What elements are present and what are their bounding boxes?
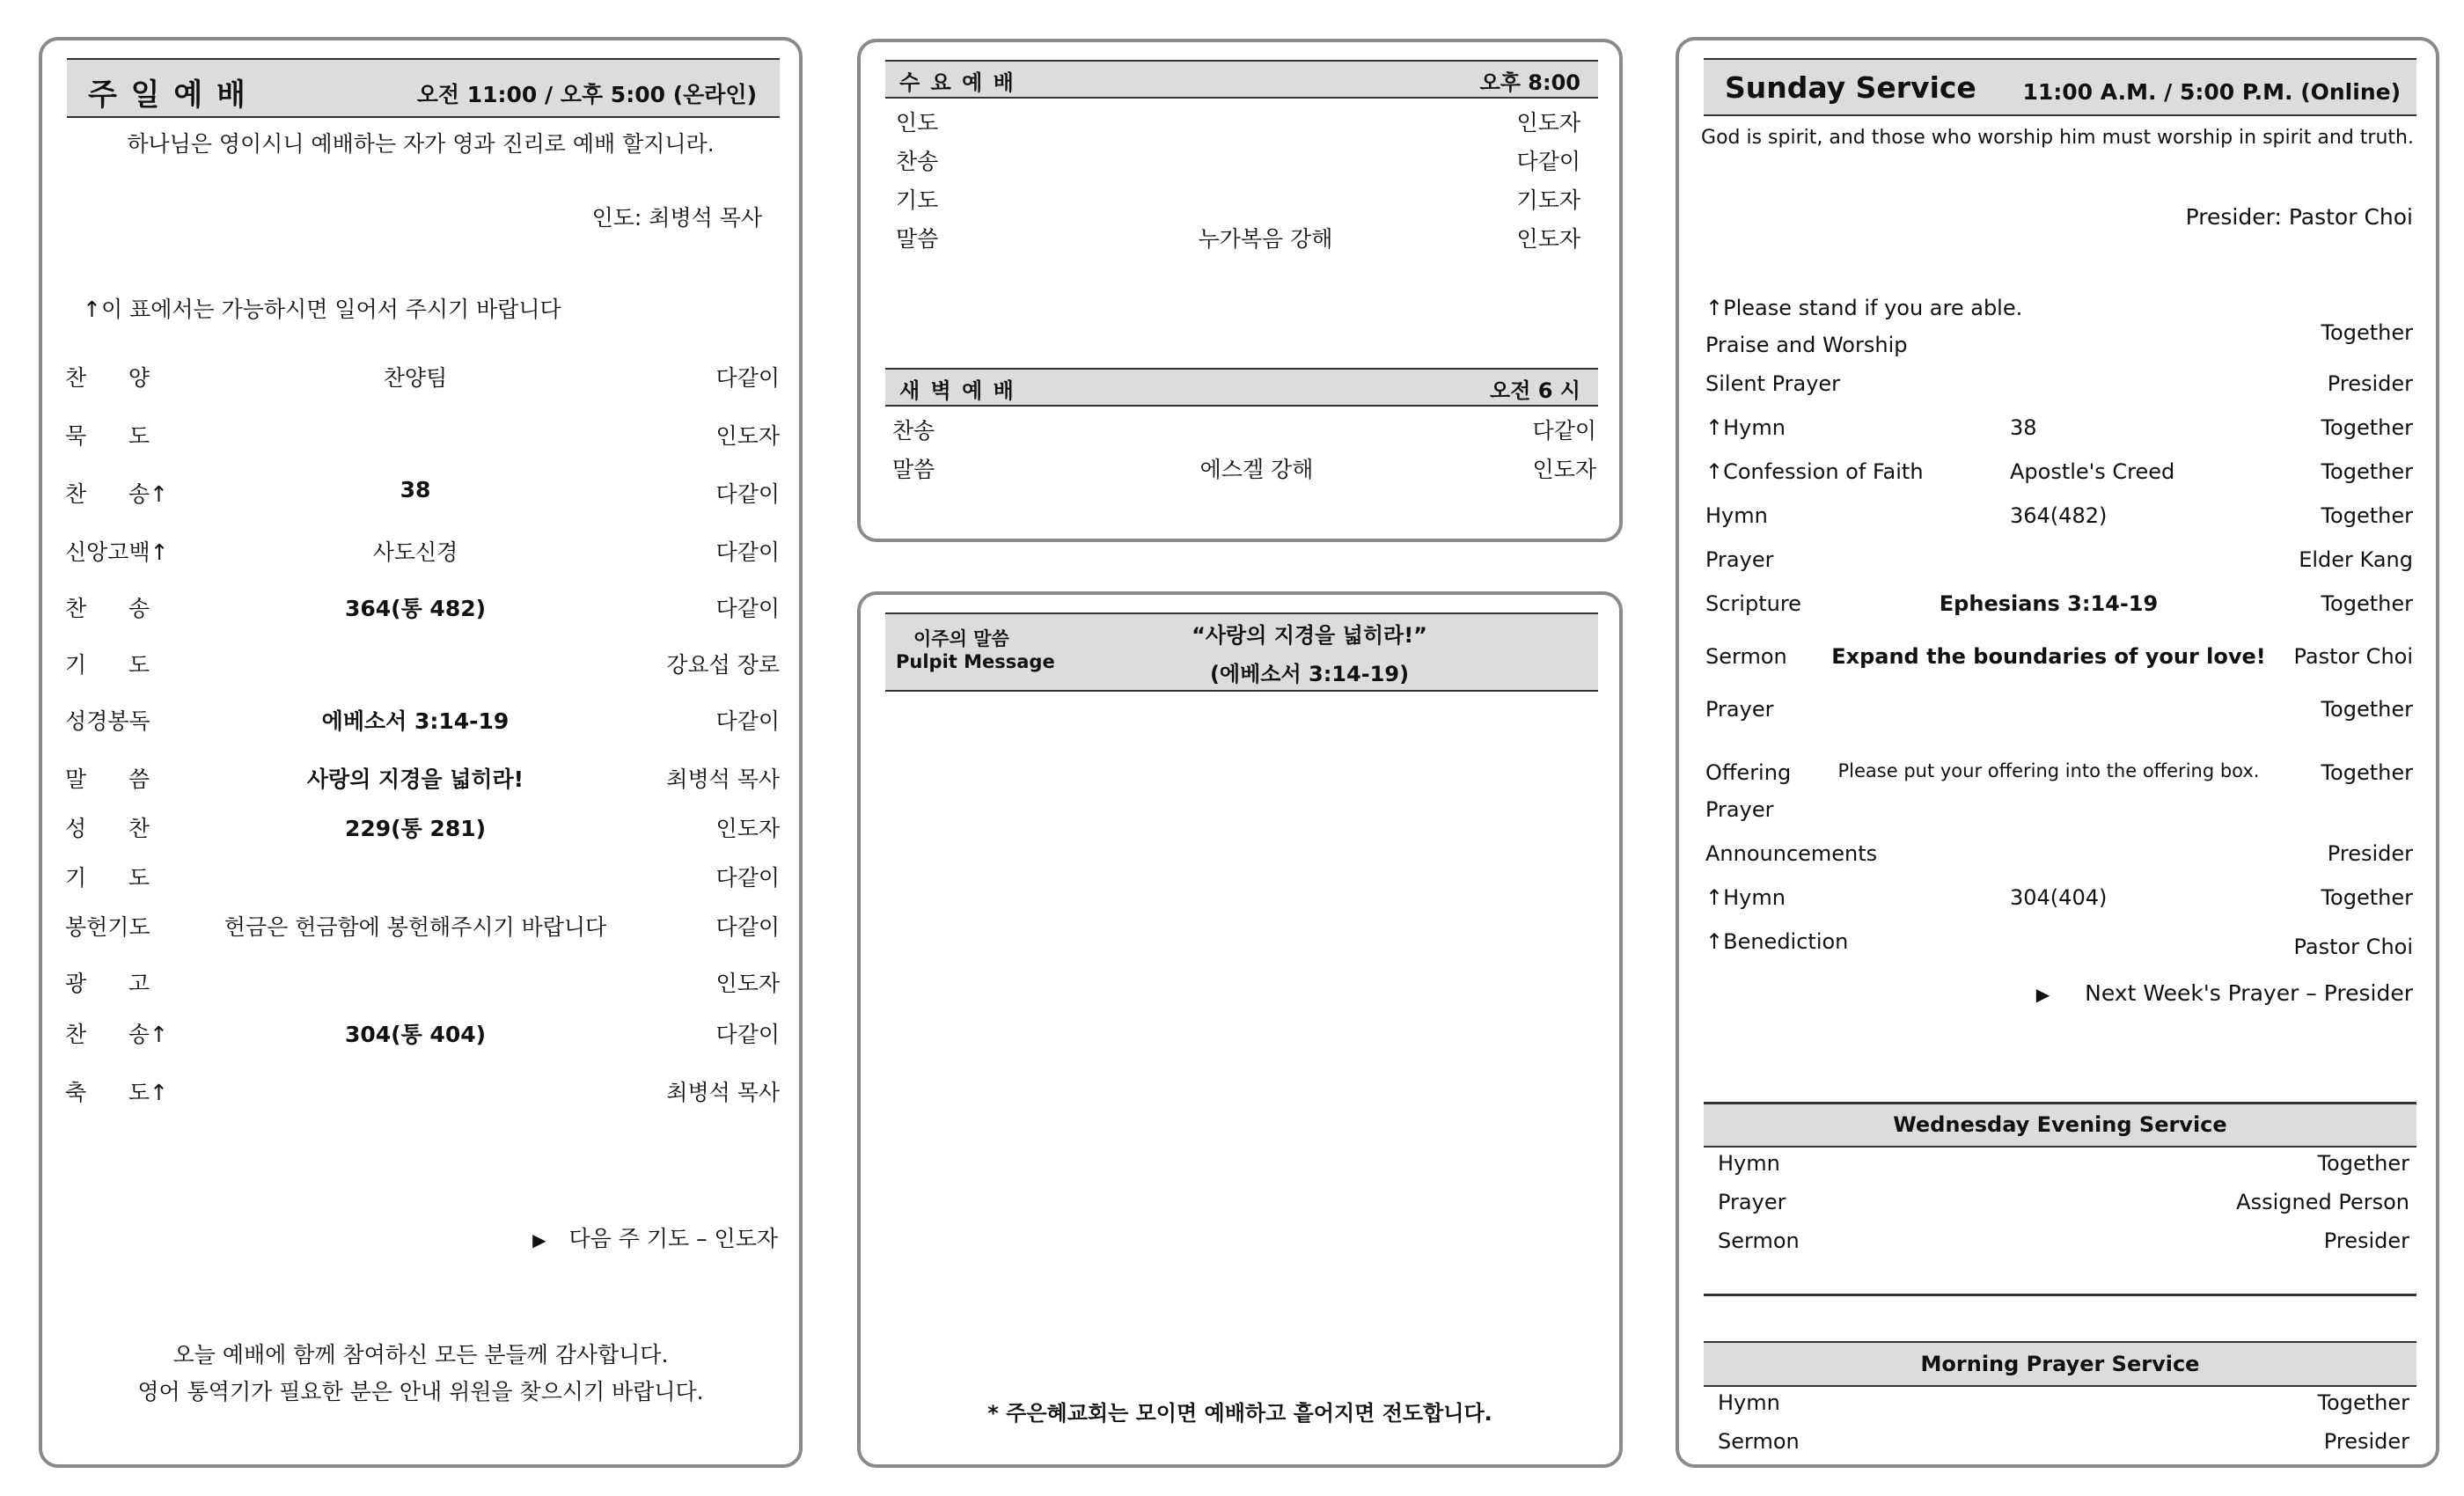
wednesday-en-divider bbox=[1704, 1294, 2416, 1296]
wednesday-en-row-label: Hymn bbox=[1718, 1151, 1780, 1176]
wednesday-en-row bbox=[1679, 1228, 2436, 1264]
english-sunday-title: Sunday Service bbox=[1725, 70, 1976, 105]
order-row-kr-label: 찬 송↑ bbox=[65, 481, 168, 507]
order-row-en bbox=[1679, 591, 2436, 627]
order-row-kr-label: 말 씀 bbox=[65, 766, 150, 792]
order-row-en-label: ↑Hymn bbox=[1705, 415, 1786, 440]
pulpit-title: “사랑의 지경을 넓히라!” bbox=[1192, 623, 1427, 648]
order-row-kr-leader: 인도자 bbox=[715, 816, 780, 841]
order-row-en bbox=[1679, 503, 2436, 539]
order-row-en-leader: Presider bbox=[2327, 841, 2413, 866]
order-row-en-label: Offering bbox=[1705, 760, 1792, 785]
order-row-kr-detail: 사도신경 bbox=[372, 539, 458, 565]
order-row-kr-leader: 다같이 bbox=[715, 365, 780, 391]
order-row-en bbox=[1679, 320, 2436, 368]
order-row-kr bbox=[42, 535, 799, 570]
church-motto: * 주은혜교회는 모이면 예배하고 흩어지면 전도합니다. bbox=[987, 1401, 1492, 1426]
korean-sunday-thanks: 오늘 예배에 함께 참여하신 모든 분들께 감사합니다. bbox=[172, 1342, 669, 1368]
wednesday-kr-row-leader: 인도자 bbox=[1516, 226, 1580, 252]
order-row-en-label: Prayer bbox=[1705, 697, 1774, 722]
order-row-en-leader: Together bbox=[2321, 760, 2413, 785]
english-sunday-stand-note: ↑Please stand if you are able. bbox=[1705, 296, 2023, 320]
order-row-en bbox=[1679, 459, 2436, 495]
wednesday-kr-row-label: 찬송 bbox=[896, 149, 939, 174]
order-row-en-leader: Together bbox=[2321, 503, 2413, 528]
wednesday-en-row-leader: Presider bbox=[2323, 1228, 2409, 1253]
order-row-en-label: Prayer bbox=[1705, 547, 1774, 572]
order-row-en bbox=[1679, 547, 2436, 583]
order-row-en-leader: Together bbox=[2321, 885, 2413, 910]
order-row-kr-detail: 38 bbox=[400, 477, 431, 502]
order-row-kr-label: 찬 송↑ bbox=[65, 1022, 168, 1047]
order-row-en-leader: Presider bbox=[2327, 371, 2413, 396]
wednesday-kr-title: 수 요 예 배 bbox=[899, 70, 1016, 95]
morning-en-row bbox=[1679, 1429, 2436, 1464]
order-row-en bbox=[1679, 841, 2436, 876]
dawn-kr-row-label: 찬송 bbox=[892, 418, 935, 444]
pulpit-label-kr: 이주의 말씀 bbox=[913, 628, 1009, 649]
next-week-prayer-en bbox=[2036, 980, 2413, 1006]
order-row-kr-label: 찬 송 bbox=[65, 596, 150, 621]
korean-sunday-verse: 하나님은 영이시니 예배하는 자가 영과 진리로 예배 할지니라. bbox=[127, 131, 715, 157]
order-row-en-label: Announcements bbox=[1705, 841, 1878, 866]
order-row-en-detail: Please put your offering into the offering box. bbox=[1837, 760, 2260, 781]
order-row-en-label: Sermon bbox=[1705, 644, 1787, 669]
order-row-en bbox=[1679, 371, 2436, 407]
order-row-en-detail: 38 bbox=[2010, 415, 2037, 440]
wednesday-kr-row bbox=[861, 106, 1619, 141]
order-row-en-detail: Expand the boundaries of your love! bbox=[1831, 644, 2266, 669]
order-row-kr bbox=[42, 704, 799, 739]
order-row-kr-leader: 최병석 목사 bbox=[666, 766, 780, 792]
order-row-kr-label: 봉헌기도 bbox=[65, 914, 150, 940]
order-row-kr-leader: 다같이 bbox=[715, 481, 780, 507]
order-row-en bbox=[1679, 760, 2436, 796]
dawn-kr-row bbox=[861, 414, 1619, 449]
order-row-en-label: ↑Benediction bbox=[1705, 929, 1849, 954]
wednesday-kr-row-leader: 인도자 bbox=[1516, 110, 1580, 136]
order-row-en-leader: Together bbox=[2321, 459, 2413, 484]
next-week-prayer-en-text: Next Week's Prayer – Presider bbox=[2085, 980, 2413, 1006]
wednesday-kr-time: 오후 8:00 bbox=[1479, 70, 1580, 95]
dawn-kr-row-detail: 에스겔 강해 bbox=[1199, 457, 1314, 482]
dawn-kr-row-label: 말씀 bbox=[892, 457, 935, 482]
order-row-en-leader: Pastor Choi bbox=[2293, 644, 2413, 669]
order-row-en-leader: Together bbox=[2321, 697, 2413, 722]
order-row-kr bbox=[42, 477, 799, 512]
dawn-kr-row-leader: 인도자 bbox=[1532, 457, 1596, 482]
order-row-kr-label: 성 찬 bbox=[65, 816, 150, 841]
order-row-en-leader: Together bbox=[2321, 591, 2413, 616]
order-row-kr-leader: 다같이 bbox=[715, 596, 780, 621]
order-row-en bbox=[1679, 929, 2436, 964]
order-row-en-detail: Ephesians 3:14-19 bbox=[1939, 591, 2159, 616]
order-row-en-detail: Apostle's Creed bbox=[2010, 459, 2175, 484]
order-row-kr bbox=[42, 1075, 799, 1111]
dawn-kr-row-leader: 다같이 bbox=[1532, 418, 1596, 444]
order-row-kr-leader: 다같이 bbox=[715, 539, 780, 565]
order-row-en-label: Scripture bbox=[1705, 591, 1801, 616]
order-row-kr-detail: 304(통 404) bbox=[344, 1022, 487, 1047]
order-row-en bbox=[1679, 644, 2436, 679]
order-row-kr-label: 묵 도 bbox=[65, 423, 150, 449]
order-row-kr-leader: 다같이 bbox=[715, 708, 780, 734]
order-row-en-leader: Together bbox=[2321, 415, 2413, 440]
korean-weekday-panel bbox=[857, 39, 1623, 542]
dawn-kr-title: 새 벽 예 배 bbox=[899, 378, 1016, 403]
order-row-kr bbox=[42, 361, 799, 396]
order-row-kr-detail: 에베소서 3:14-19 bbox=[321, 708, 510, 734]
order-row-en-detail: 364(482) bbox=[2010, 503, 2108, 528]
order-row-kr-leader: 최병석 목사 bbox=[666, 1080, 780, 1105]
korean-sunday-panel bbox=[39, 37, 803, 1468]
order-row-kr-label: 축 도↑ bbox=[65, 1080, 168, 1105]
order-row-kr-leader: 다같이 bbox=[715, 914, 780, 940]
order-row-en-detail: 304(404) bbox=[2010, 885, 2108, 910]
wednesday-en-row-label: Prayer bbox=[1718, 1190, 1786, 1214]
korean-sunday-title: 주 일 예 배 bbox=[88, 77, 247, 113]
order-row-kr bbox=[42, 910, 799, 945]
korean-sunday-stand-note: ↑이 표에서는 가능하시면 일어서 주시기 바랍니다 bbox=[83, 297, 561, 322]
korean-sunday-interpreter: 영어 통역기가 필요한 분은 안내 위원을 찾으시기 바랍니다. bbox=[137, 1379, 704, 1404]
morning-en-row-leader: Presider bbox=[2323, 1429, 2409, 1454]
next-week-prayer-kr-text: 다음 주 기도 – 인도자 bbox=[568, 1226, 778, 1251]
order-row-kr bbox=[42, 419, 799, 454]
order-row-kr-leader: 인도자 bbox=[715, 971, 780, 996]
pulpit-reference: (에베소서 3:14-19) bbox=[1209, 662, 1410, 686]
wednesday-kr-row bbox=[861, 183, 1619, 218]
wednesday-kr-row bbox=[861, 144, 1619, 180]
wednesday-en-row-leader: Together bbox=[2317, 1151, 2409, 1176]
order-row-en-label: Hymn bbox=[1705, 503, 1768, 528]
wednesday-en-title: Wednesday Evening Service bbox=[1893, 1112, 2227, 1137]
wednesday-en-row-label: Sermon bbox=[1718, 1228, 1800, 1253]
order-row-kr bbox=[42, 966, 799, 1001]
order-row-kr bbox=[42, 861, 799, 896]
dawn-kr-row bbox=[861, 452, 1619, 488]
order-row-en bbox=[1679, 885, 2436, 920]
wednesday-en-row bbox=[1679, 1151, 2436, 1186]
order-row-kr bbox=[42, 1017, 799, 1052]
order-row-en-label: Prayer bbox=[1705, 797, 1774, 822]
order-row-kr-detail: 찬양팀 bbox=[383, 365, 448, 391]
order-row-kr-detail: 헌금은 헌금함에 봉헌해주시기 바랍니다 bbox=[224, 914, 607, 940]
play-triangle-icon: ▶ bbox=[2035, 984, 2050, 1005]
order-row-en bbox=[1679, 797, 2436, 832]
korean-sunday-time: 오전 11:00 / 오후 5:00 (온라인) bbox=[416, 82, 757, 107]
order-row-en-label: Praise and Worship bbox=[1705, 333, 1908, 357]
order-row-en-label: ↑Confession of Faith bbox=[1705, 459, 1924, 484]
english-sunday-verse: God is spirit, and those who worship him must worship in spirit and truth. bbox=[1701, 127, 2414, 149]
order-row-kr-detail: 229(통 281) bbox=[344, 816, 487, 841]
order-row-kr-leader: 강요섭 장로 bbox=[666, 652, 780, 678]
order-row-kr-leader: 다같이 bbox=[715, 1022, 780, 1047]
wednesday-kr-row bbox=[861, 222, 1619, 257]
morning-en-row-label: Hymn bbox=[1718, 1390, 1780, 1415]
wednesday-kr-row-leader: 다같이 bbox=[1516, 149, 1580, 174]
order-row-kr-leader: 인도자 bbox=[715, 423, 780, 449]
morning-en-row-label: Sermon bbox=[1718, 1429, 1800, 1454]
morning-en-title: Morning Prayer Service bbox=[1920, 1352, 2200, 1376]
order-row-en-leader: Elder Kang bbox=[2299, 547, 2413, 572]
order-row-kr bbox=[42, 591, 799, 627]
next-week-prayer-kr bbox=[532, 1221, 778, 1253]
order-row-kr bbox=[42, 648, 799, 683]
order-row-en-label: Silent Prayer bbox=[1705, 371, 1841, 396]
morning-en-row-leader: Together bbox=[2317, 1390, 2409, 1415]
order-row-kr-label: 광 고 bbox=[65, 971, 150, 996]
order-row-kr-leader: 다같이 bbox=[715, 865, 780, 891]
order-row-kr bbox=[42, 762, 799, 797]
morning-en-row bbox=[1679, 1390, 2436, 1426]
play-triangle-icon: ▶ bbox=[532, 1229, 546, 1250]
wednesday-en-row-leader: Assigned Person bbox=[2236, 1190, 2409, 1214]
order-row-kr-label: 기 도 bbox=[65, 865, 150, 891]
korean-sunday-presider: 인도: 최병석 목사 bbox=[591, 205, 762, 231]
english-sunday-presider: Presider: Pastor Choi bbox=[2185, 204, 2413, 230]
order-row-kr-label: 성경봉독 bbox=[65, 708, 150, 734]
order-row-kr bbox=[42, 811, 799, 847]
pulpit-label-en: Pulpit Message bbox=[896, 651, 1055, 672]
order-row-kr-label: 기 도 bbox=[65, 652, 150, 678]
order-row-en-leader: Pastor Choi bbox=[2293, 935, 2413, 959]
english-sunday-panel bbox=[1676, 37, 2439, 1468]
english-sunday-time: 11:00 A.M. / 5:00 P.M. (Online) bbox=[2022, 79, 2401, 105]
wednesday-kr-row-label: 인도 bbox=[896, 110, 939, 136]
wednesday-en-row bbox=[1679, 1190, 2436, 1225]
order-row-kr-label: 신앙고백↑ bbox=[65, 539, 169, 565]
wednesday-kr-row-label: 말씀 bbox=[896, 226, 939, 252]
pulpit-panel bbox=[857, 591, 1623, 1468]
order-row-en bbox=[1679, 697, 2436, 732]
order-row-kr-label: 찬 양 bbox=[65, 365, 150, 391]
order-row-kr-detail: 사랑의 지경을 넓히라! bbox=[306, 766, 524, 792]
wednesday-kr-row-detail: 누가복음 강해 bbox=[1198, 226, 1333, 252]
wednesday-kr-row-leader: 기도자 bbox=[1516, 187, 1580, 213]
dawn-kr-time: 오전 6 시 bbox=[1490, 378, 1580, 403]
order-row-kr-detail: 364(통 482) bbox=[344, 596, 487, 621]
order-row-en-leader: Together bbox=[2321, 320, 2413, 345]
order-row-en bbox=[1679, 415, 2436, 451]
wednesday-kr-row-label: 기도 bbox=[896, 187, 939, 213]
order-row-en-label: ↑Hymn bbox=[1705, 885, 1786, 910]
